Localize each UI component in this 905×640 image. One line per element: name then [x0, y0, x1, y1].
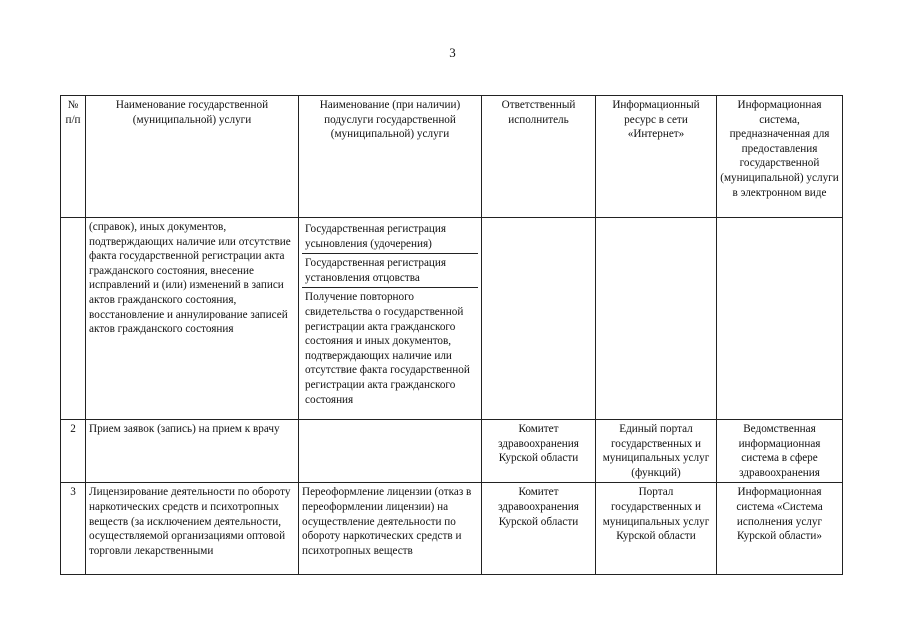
header-internet-resource: Информационный ресурс в сети «Интернет»	[596, 96, 717, 218]
row-internet-resource: Единый портал государственных и муниципальных услуг (функций)	[596, 420, 717, 483]
subservice-item: Государственная регистрация усыновления (удочерения)	[302, 220, 478, 254]
row-subservice	[299, 420, 482, 483]
row-num: 2	[61, 420, 86, 483]
subservice-item: Получение повторного свидетельства о государственной регистрации акта гражданского состояния и иных документов, подтверждающих наличие или отсутствие факта государственной регистрации акта гражданского состояния	[305, 291, 470, 406]
header-subservice-name: Наименование (при наличии) подуслуги государственной (муниципальной) услуги	[299, 96, 482, 218]
subservice-item: Государственная регистрация установления отцовства	[302, 254, 478, 288]
row-executor	[482, 218, 596, 420]
row-num: 3	[61, 483, 86, 575]
row-subservice: Переоформление лицензии (отказ в переоформлении лицензии) на осуществление деятельности по обороту наркотических средств и психотропных веществ	[299, 483, 482, 575]
row-internet-resource: Портал государственных и муниципальных услуг Курской области	[596, 483, 717, 575]
header-num: № п/п	[61, 96, 86, 218]
row-info-system	[717, 218, 843, 420]
table-header-row	[61, 96, 843, 218]
page-number: 3	[449, 45, 456, 60]
table-row	[61, 218, 843, 420]
row-executor: Комитет здравоохранения Курской области	[482, 483, 596, 575]
row-info-system: Информационная система «Система исполнения услуг Курской области»	[717, 483, 843, 575]
header-executor: Ответственный исполнитель	[482, 96, 596, 218]
header-info-system: Информационная система, предназначенная для предоставления государственной (муниципальной) услуги в электронном виде	[717, 96, 843, 218]
table-row	[61, 420, 843, 483]
header-service-name: Наименование государственной (муниципальной) услуги	[86, 96, 299, 218]
row-subservices	[299, 218, 482, 420]
row-service: Лицензирование деятельности по обороту наркотических средств и психотропных веществ (за исключением деятельности, осуществляемой организациями оптовой торговли лекарственными	[86, 483, 299, 575]
services-table	[60, 95, 843, 575]
row-num	[61, 218, 86, 420]
row-info-system: Ведомственная информационная система в сфере здравоохранения	[717, 420, 843, 483]
row-service: (справок), иных документов, подтверждающих наличие или отсутствие факта государственной регистрации акта гражданского состояния, внесение исправлений и (или) изменений в записи актов гражданского состояния, восстановление и аннулирование записей актов гражданского состояния	[86, 218, 299, 420]
row-service: Прием заявок (запись) на прием к врачу	[86, 420, 299, 483]
table-row	[61, 483, 843, 575]
row-executor: Комитет здравоохранения Курской области	[482, 420, 596, 483]
row-internet-resource	[596, 218, 717, 420]
